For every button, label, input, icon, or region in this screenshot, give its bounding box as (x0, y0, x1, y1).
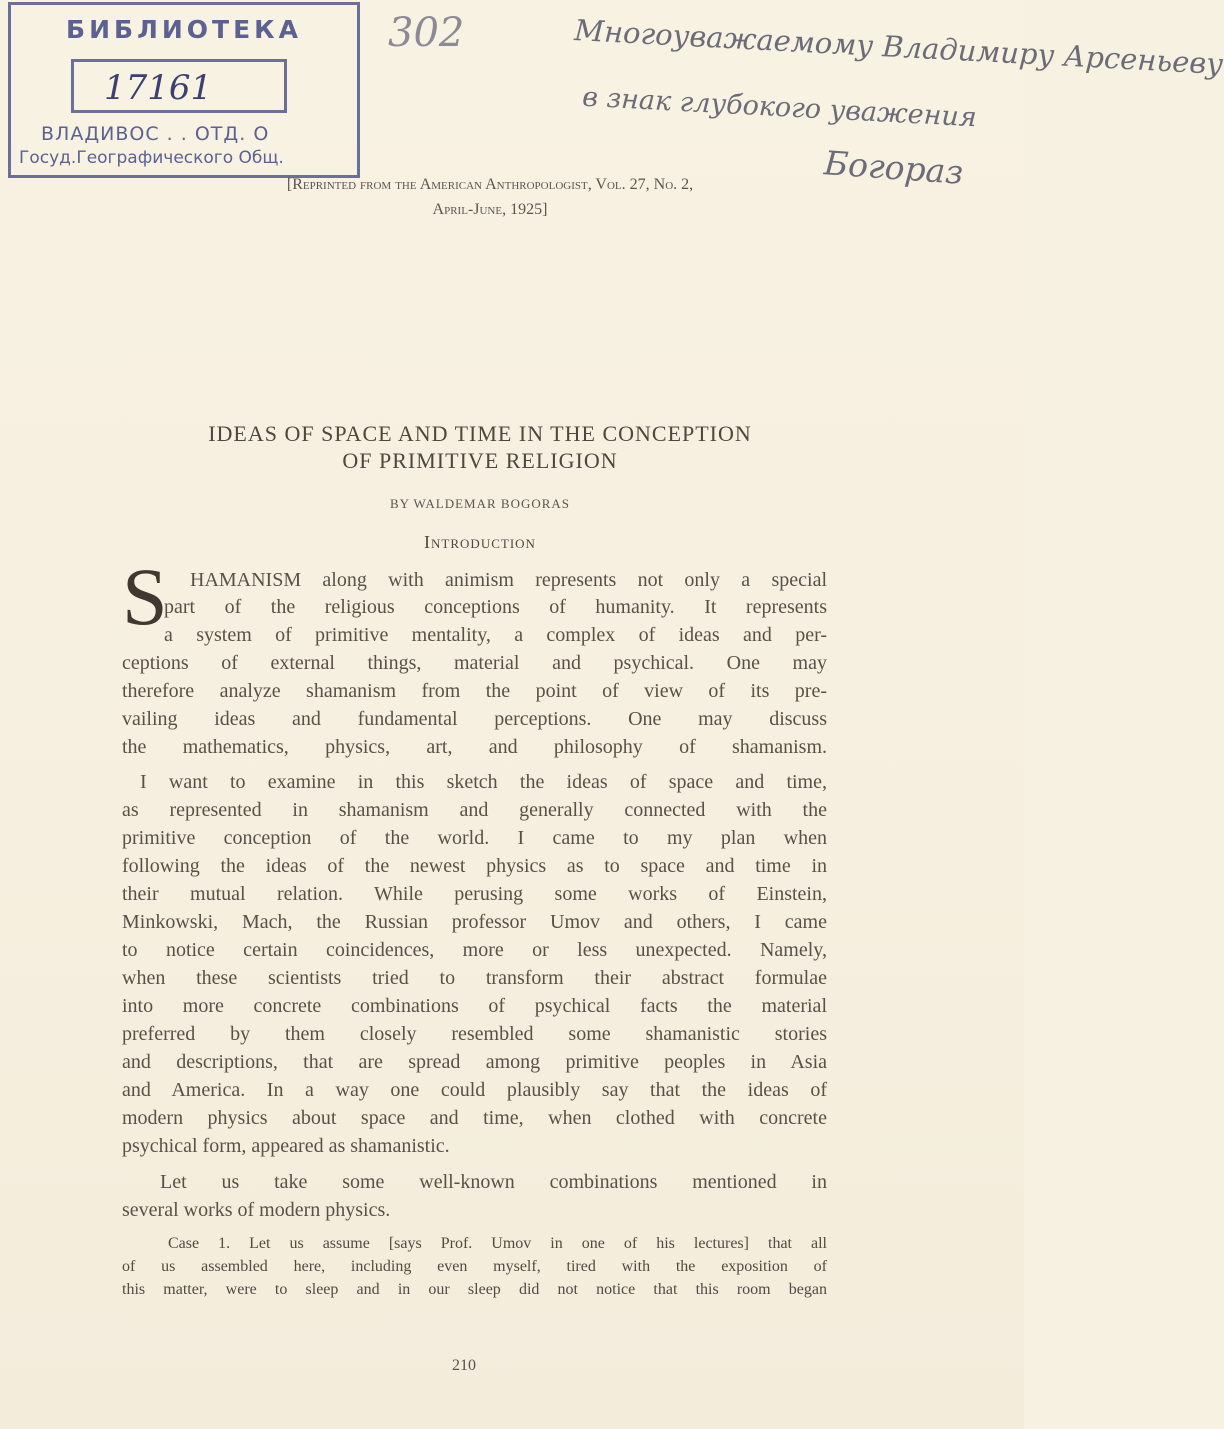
handwritten-dedication-line-2: в знак глубокого уважения (581, 81, 978, 134)
paragraph-2-line: as represented in shamanism and generally connected with the (122, 799, 827, 821)
stamp-location: ВЛАДИВОС . . ОТД. О (41, 123, 270, 145)
handwritten-signature: Богораз (822, 143, 965, 192)
paragraph-1-line: part of the religious conceptions of humanity. It represents (164, 596, 827, 618)
quoted-case-line: of us assembled here, including even myself, tired with the exposition of (122, 1258, 827, 1275)
paragraph-2-line: modern physics about space and time, when clothed with concrete (122, 1107, 827, 1129)
paragraph-2-line: preferred by them closely resembled some shamanistic stories (122, 1023, 827, 1045)
stamp-title: БИБЛИОТЕКА (66, 15, 302, 44)
paragraph-1-line: the mathematics, physics, art, and philosophy of shamanism. (122, 736, 827, 758)
paragraph-2-line: I want to examine in this sketch the ideas of space and time, (140, 771, 827, 793)
paragraph-2-line: psychical form, appeared as shamanistic. (122, 1135, 450, 1157)
quoted-case-line: this matter, were to sleep and in our sleep did not notice that this room began (122, 1281, 827, 1298)
page-number: 210 (452, 1357, 476, 1374)
paragraph-3-line: Let us take some well-known combinations mentioned in (160, 1171, 827, 1193)
library-stamp (8, 2, 360, 178)
paragraph-2-line: to notice certain coincidences, more or less unexpected. Namely, (122, 939, 827, 961)
stamp-number-box (71, 59, 287, 113)
paragraph-1-line: ceptions of external things, material and psychical. One may (122, 652, 827, 674)
section-heading: Introduction (424, 532, 536, 552)
stamp-society: Госуд.Географического Общ. (19, 148, 284, 168)
paragraph-3-line: several works of modern physics. (122, 1199, 391, 1221)
quoted-case-line: Case 1. Let us assume [says Prof. Umov in one of his lectures] that all (168, 1235, 827, 1252)
article-title-line-1: IDEAS OF SPACE AND TIME IN THE CONCEPTION (208, 421, 752, 446)
paragraph-2-line: Minkowski, Mach, the Russian professor Umov and others, I came (122, 911, 827, 933)
paragraph-1-line: vailing ideas and fundamental perceptions. One may discuss (122, 708, 827, 730)
paragraph-2-line: following the ideas of the newest physics as to space and time in (122, 855, 827, 877)
paragraph-2-line: and descriptions, that are spread among primitive peoples in Asia (122, 1051, 827, 1073)
stamp-number: 17161 (104, 68, 213, 108)
paragraph-2-line: and America. In a way one could plausibly say that the ideas of (122, 1079, 827, 1101)
paragraph-2-line: into more concrete combinations of psychical facts the material (122, 995, 827, 1017)
article-title-line-2: OF PRIMITIVE RELIGION (342, 448, 618, 473)
article-byline: BY WALDEMAR BOGORAS (389, 496, 571, 511)
paragraph-2-line: when these scientists tried to transform their abstract formulae (122, 967, 827, 989)
paragraph-2-line: primitive conception of the world. I came to my plan when (122, 827, 827, 849)
handwritten-number: 302 (388, 10, 465, 56)
paragraph-1-line: HAMANISM along with animism represents not only a special (190, 569, 827, 591)
reprint-note-line-1: [Reprinted from the American Anthropologist, Vol. 27, No. 2, (286, 176, 694, 193)
paragraph-2-line: their mutual relation. While perusing some works of Einstein, (122, 883, 827, 905)
handwritten-dedication-line-1: Многоуважаемому Владимиру Арсеньеву (573, 13, 1224, 81)
paragraph-1-line: a system of primitive mentality, a complex of ideas and per- (164, 624, 827, 646)
paragraph-1-line: therefore analyze shamanism from the point of view of its pre- (122, 680, 827, 702)
drop-cap: S (122, 551, 168, 642)
reprint-note-line-2: April-June, 1925] (432, 201, 548, 218)
